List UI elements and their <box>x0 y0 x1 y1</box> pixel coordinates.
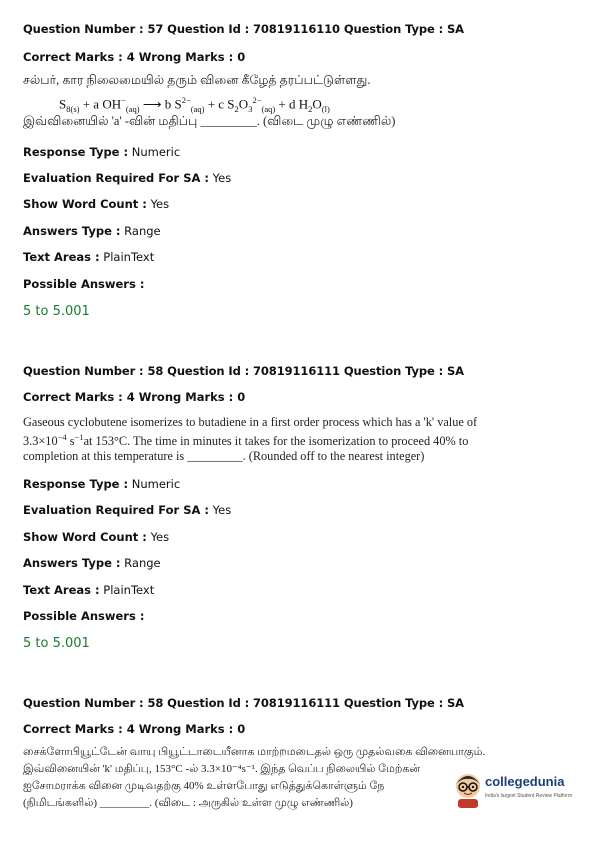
question-text-line3: இவ்வினையில் 'a' -வின் மதிப்பு _________. (விடை முழு எண்ணில்) <box>23 114 396 128</box>
marks-line: Correct Marks : 4 Wrong Marks : 0 <box>23 50 246 64</box>
response-type: Response Type : Numeric <box>23 145 181 159</box>
possible-answers-label: Possible Answers : <box>23 277 145 291</box>
question-text: Gaseous cyclobutene isomerizes to butadiene in a first order process which has a 'k' value of $3.3\times 10^{-4}$ $s^{-1}at$ 153°C. The time in minutes it takes for the isomerization to proceed 40% to completion at this temperature is _________. (Rounded off to the nearest integer) <box>23 415 478 464</box>
text-areas: Text Areas : PlainText <box>23 583 155 597</box>
chemical-equation: $S_{8(s)} + a$ $OH^-_{(aq)}$ ⟶ b $S^{2-}_{(aq)} + c$ $S_2O_3^{2-}_{(aq)} + d$ $H_2O_{(l)}$ <box>59 95 330 114</box>
possible-answer-value: 5 to 5.001 <box>23 636 90 651</box>
question-58 <box>23 364 577 378</box>
question-header: Question Number : 57 Question Id : 70819116110 Question Type : SA <box>23 22 464 36</box>
possible-answers-label: Possible Answers : <box>23 609 145 623</box>
question-57 <box>23 22 577 36</box>
text-areas: Text Areas : PlainText <box>23 250 155 264</box>
brand-tagline: India's largest Student Review Platform <box>485 793 573 799</box>
question-header: Question Number : 58 Question Id : 70819116111 Question Type : SA <box>23 364 464 378</box>
mascot-icon <box>452 772 484 808</box>
response-type: Response Type : Numeric <box>23 477 181 491</box>
collegedunia-logo <box>452 772 592 810</box>
question-text: சல்பர், கார நிலைமையில் தரும் வினை கீழேத் தரப்பட்டுள்ளது. <box>23 73 371 87</box>
brand-name: collegedunia <box>485 774 565 789</box>
possible-answer-value: 5 to 5.001 <box>23 304 90 319</box>
answers-type: Answers Type : Range <box>23 556 161 570</box>
show-word-count: Show Word Count : Yes <box>23 530 170 544</box>
question-header: Question Number : 58 Question Id : 70819116111 Question Type : SA <box>23 696 464 710</box>
marks-line: Correct Marks : 4 Wrong Marks : 0 <box>23 722 246 736</box>
question-text: சைக்ளோபியூட்டேன் வாயு பியூட்டாடையீனாக மாற்றமடைதல் ஒரு முதல்வகை வினையாகும். இவ்வினையின் 'k' மதிப்பு, 153°C -ல் 3.3×10⁻⁴s⁻¹. இந்த வெப்ப நிலையில் மேற்கன் ஐசோமராக்க வினை முடிவதற்கு 40% உள்ளபோது எடுத்துக்கொள்ளும் நே (நிமிடங்களில்) _________. (விடை : அருகில் உள்ள முழு எண்ணில்) <box>23 746 486 809</box>
show-word-count: Show Word Count : Yes <box>23 197 170 211</box>
marks-line: Correct Marks : 4 Wrong Marks : 0 <box>23 390 246 404</box>
answers-type: Answers Type : Range <box>23 224 161 238</box>
evaluation-required: Evaluation Required For SA : Yes <box>23 503 232 517</box>
evaluation-required: Evaluation Required For SA : Yes <box>23 171 232 185</box>
question-58-tamil <box>23 696 577 710</box>
